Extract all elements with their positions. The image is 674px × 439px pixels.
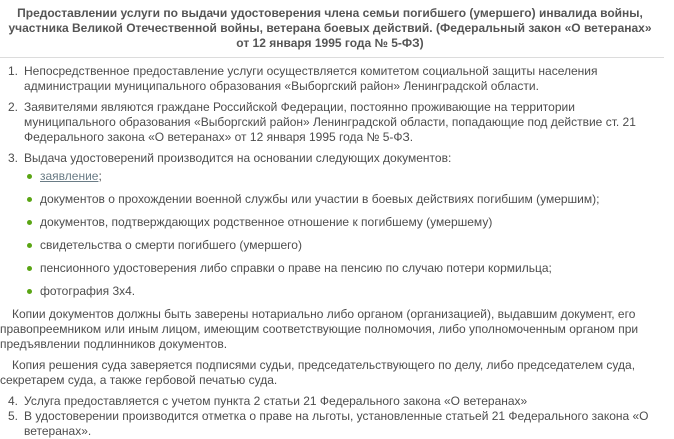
documents-list [0, 169, 664, 299]
copies-paragraph: Копии документов должны быть заверены нотариально либо органом (организацией), выдавшим документ, его правопреемником или иным лицом, имеющим соответствующие полномочия, либо уполномоченным органом при предъявлении подлинников документов. [0, 307, 639, 351]
item-text: Заявителями являются граждане Российской Федерации, постоянно проживающие на территории муниципального образования «Выборгский район» Ленинградской области, попадающие под действие ст. 21 Федерального закона «О ветеранах» от 12 января 1995 года № 5-ФЗ. [24, 100, 636, 144]
document-text: документов, подтверждающих родственное отношение к погибшему (умершему) [40, 215, 493, 229]
document-text: пенсионного удостоверения либо справки о праве на пенсию по случаю потери кормильца; [40, 261, 552, 275]
title-divider [0, 57, 664, 58]
item-text: Непосредственное предоставление услуги осуществляется комитетом социальной защиты населения администрации муниципального образования «Выборгский район» Ленинградской области. [24, 64, 598, 93]
page-title: Предоставлении услуги по выдачи удостоверения члена семьи погибшего (умершего) инвалида войны, участника Великой Отечественной войны, ветерана боевых действий. (Федеральный закон «О ветеранах» от 12 января 1995 года № 5-ФЗ) [8, 6, 652, 50]
bullet-icon [27, 174, 32, 179]
list-item-4 [0, 394, 664, 409]
bullet-icon [27, 266, 32, 271]
link-suffix: ; [98, 169, 102, 183]
document-item-application [25, 169, 664, 184]
list-item-5 [0, 409, 664, 439]
item-number: 1. [7, 64, 18, 78]
list-item-2 [0, 100, 664, 145]
document-item [25, 261, 664, 276]
item-number: 4. [7, 394, 18, 408]
document-item [25, 192, 664, 207]
bullet-icon [27, 220, 32, 225]
bullet-icon [27, 243, 32, 248]
document-text: свидетельства о смерти погибшего (умершего) [40, 238, 302, 252]
list-item-3 [0, 151, 664, 166]
bullet-icon [27, 289, 32, 294]
document-text: документов о прохождении военной службы или участии в боевых действиях погибшим (умершим); [40, 192, 600, 206]
bullet-icon [27, 197, 32, 202]
document-item [25, 284, 664, 299]
document-text: фотография 3х4. [40, 284, 136, 298]
list-item-1 [0, 64, 664, 94]
court-paragraph: Копия решения суда заверяется подписями судьи, председательствующего по делу, либо председателем суда, секретарем суда, а также гербовой печатью суда. [0, 358, 636, 387]
document-item [25, 215, 664, 230]
item-text: Услуга предоставляется с учетом пункта 2 статьи 21 Федерального закона «О ветеранах» [24, 394, 528, 408]
item-number: 5. [7, 409, 18, 423]
item-text: В удостоверении производится отметка о праве на льготы, установленные статьей 21 Федерального закона «О ветеранах». [24, 409, 649, 438]
application-link[interactable]: заявление [40, 169, 99, 183]
item-number: 3. [7, 151, 18, 165]
item-text: Выдача удостоверений производится на основании следующих документов: [24, 151, 452, 165]
item-number: 2. [7, 100, 18, 114]
document-item [25, 238, 664, 253]
